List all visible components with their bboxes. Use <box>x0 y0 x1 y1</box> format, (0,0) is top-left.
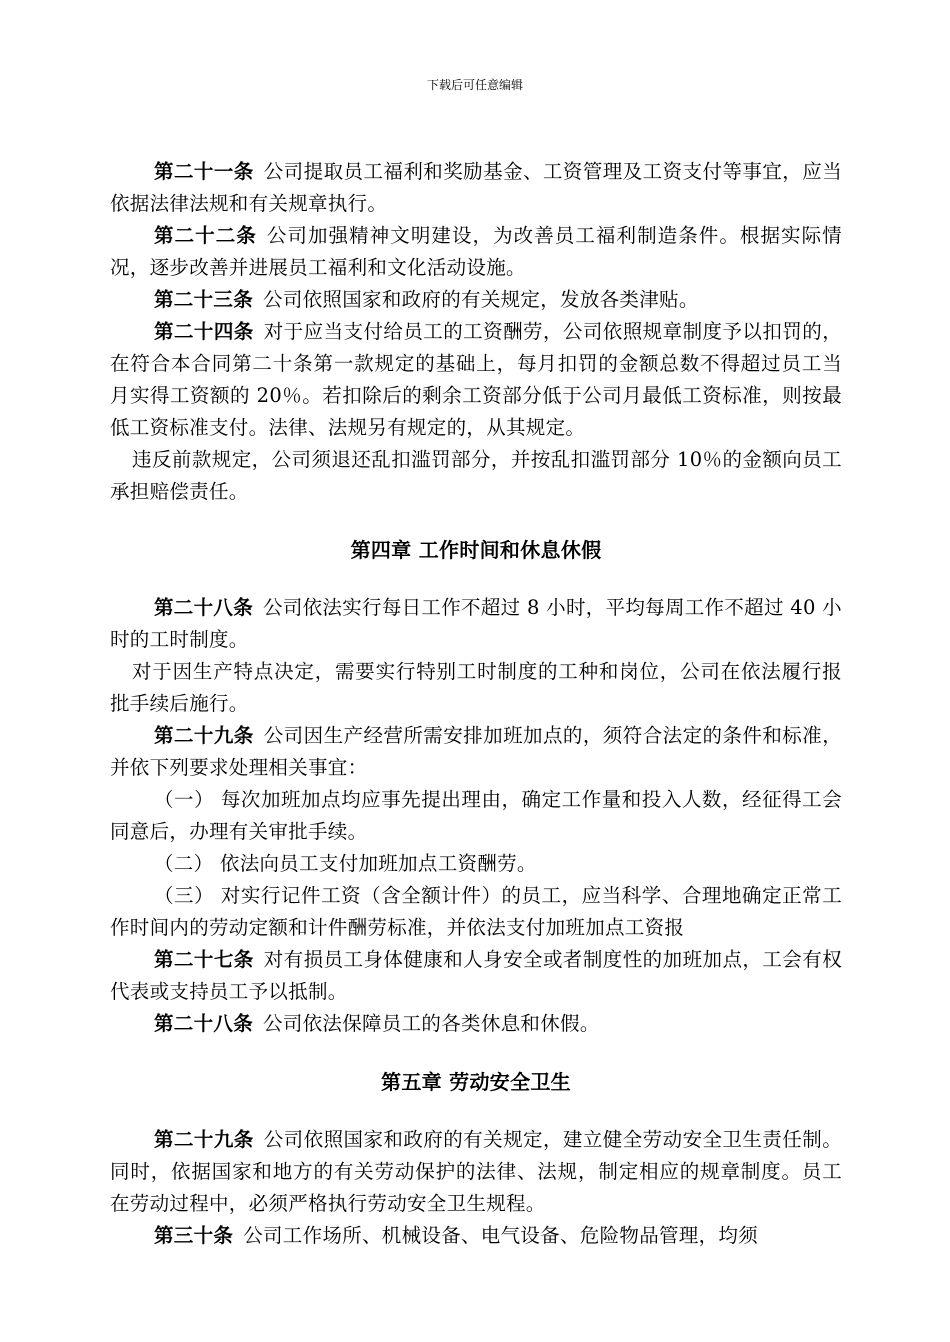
article-paragraph <box>110 720 842 784</box>
paragraph-text: 对有损员工身体健康和人身安全或者制度性的加班加点，工会有权代表或支持员工予以抵制。 <box>110 948 842 1003</box>
paragraph-text: 对于应当支付给员工的工资酬劳，公司依照规章制度予以扣罚的，在符合本合同第二十条第一款规定的基础上，每月扣罚的金额总数不得超过员工当月实得工资额的 20％。若扣除后的剩余工资部分低于公司月最低工资标准，则按最低工资标准支付。法律、法规另有规定的，从其规定。 <box>110 320 842 439</box>
chapter-spacer <box>110 566 842 592</box>
list-item-paragraph <box>110 784 842 848</box>
paragraph-text: 公司加强精神文明建设，为改善员工福利制造条件。根据实际情况，逐步改善并进展员工福利和文化活动设施。 <box>110 224 842 279</box>
paragraph-text: （三） 对实行记件工资（含全额计件）的员工，应当科学、合理地确定正常工作时间内的劳动定额和计件酬劳标准，并依法支付加班加点工资报 <box>110 884 842 939</box>
paragraph-text: 公司依法实行每日工作不超过 8 小时，平均每周工作不超过 40 小时的工时制度。 <box>110 596 842 651</box>
chapter-spacer <box>110 1040 842 1066</box>
document-body <box>110 156 842 1252</box>
chapter-spacer <box>110 508 842 534</box>
article-paragraph <box>110 1124 842 1220</box>
paragraph-text: （一） 每次加班加点均应事先提出理由，确定工作量和投入人数，经征得工会同意后，办理有关审批手续。 <box>110 788 842 843</box>
article-label: 第二十二条 <box>154 224 257 247</box>
article-label: 第二十八条 <box>154 1012 254 1035</box>
article-label: 第二十九条 <box>154 724 254 747</box>
paragraph-text: 公司依照国家和政府的有关规定，建立健全劳动安全卫生责任制。同时，依据国家和地方的有关劳动保护的法律、法规，制定相应的规章制度。员工在劳动过程中，必须严格执行劳动安全卫生规程。 <box>110 1128 842 1215</box>
article-label: 第二十一条 <box>154 160 254 183</box>
paragraph-text: 公司提取员工福利和奖励基金、工资管理及工资支付等事宜，应当依据法律法规和有关规章执行。 <box>110 160 842 215</box>
paragraph-text: 公司依法保障员工的各类休息和休假。 <box>263 1012 600 1035</box>
article-label: 第二十八条 <box>154 596 254 619</box>
paragraph-text: 公司依照国家和政府的有关规定，发放各类津贴。 <box>263 288 699 311</box>
article-label: 第三十条 <box>154 1224 234 1247</box>
list-item-paragraph <box>110 848 842 880</box>
chapter-spacer <box>110 1098 842 1124</box>
article-label: 第二十七条 <box>154 948 254 971</box>
chapter-title: 第四章 工作时间和休息休假 <box>350 538 602 562</box>
article-paragraph <box>110 1008 842 1040</box>
article-paragraph <box>110 156 842 220</box>
paragraph-text: 公司工作场所、机械设备、电气设备、危险物品管理，均须 <box>243 1224 759 1247</box>
paragraph <box>110 656 842 720</box>
article-label: 第二十三条 <box>154 288 254 311</box>
paragraph <box>110 444 842 508</box>
article-paragraph <box>110 284 842 316</box>
article-label: 第二十九条 <box>154 1128 254 1151</box>
paragraph-text: 公司因生产经营所需安排加班加点的，须符合法定的条件和标准，并依下列要求处理相关事宜： <box>110 724 842 779</box>
chapter-title: 第五章 劳动安全卫生 <box>381 1070 571 1094</box>
article-label: 第二十四条 <box>154 320 254 343</box>
paragraph-text: （二） 依法向员工支付加班加点工资酬劳。 <box>154 852 537 875</box>
header-note: 下载后可任意编辑 <box>426 78 523 92</box>
paragraph-text: 对于因生产特点决定，需要实行特别工时制度的工种和岗位，公司在依法履行报批手续后施行。 <box>110 660 842 715</box>
article-paragraph <box>110 1220 842 1252</box>
article-paragraph <box>110 316 842 444</box>
article-paragraph <box>110 944 842 1008</box>
article-paragraph <box>110 592 842 656</box>
article-paragraph <box>110 220 842 284</box>
list-item-paragraph <box>110 880 842 944</box>
paragraph-text: 违反前款规定，公司须退还乱扣滥罚部分，并按乱扣滥罚部分 10％的金额向员工承担赔偿责任。 <box>110 448 842 503</box>
